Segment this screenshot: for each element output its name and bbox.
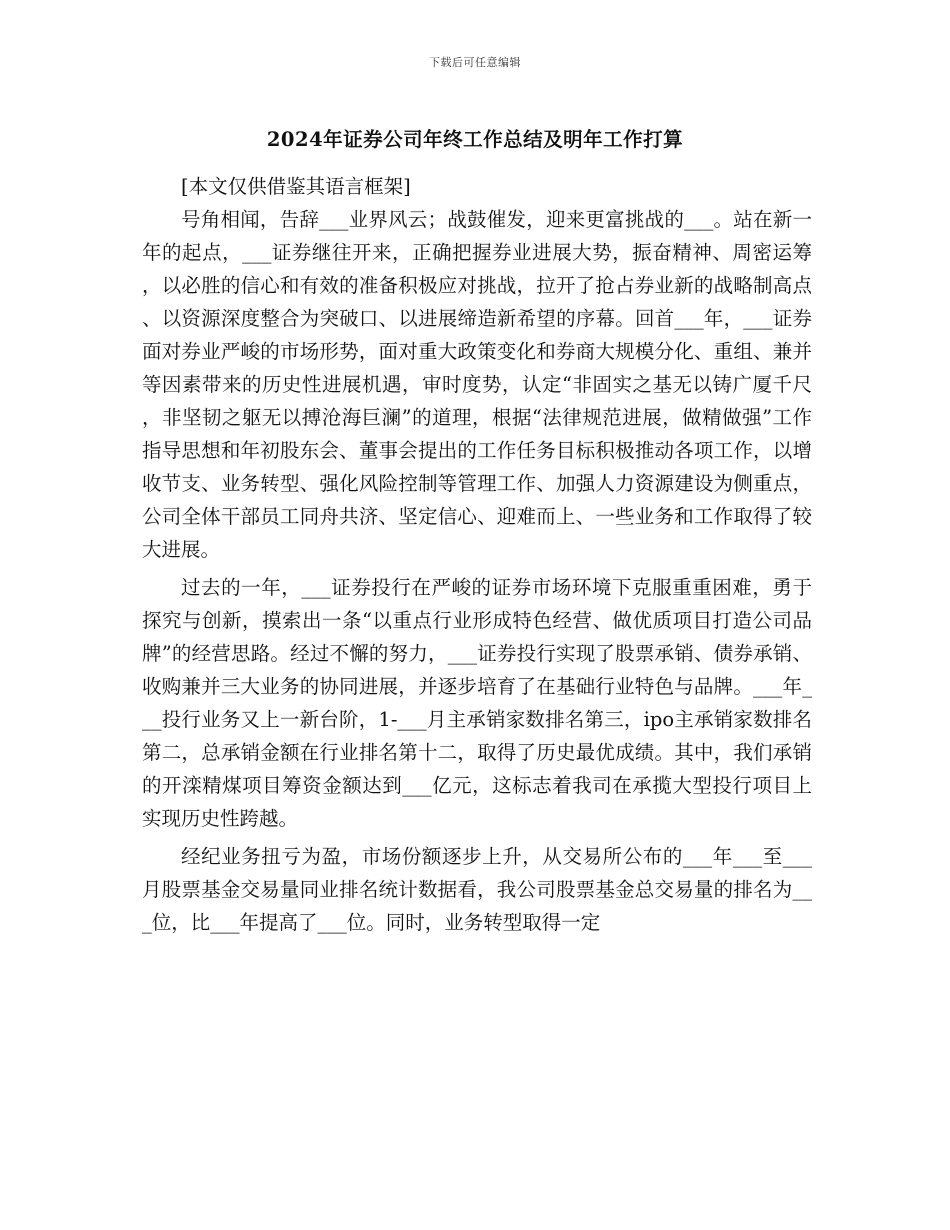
- document-body: [142, 170, 812, 944]
- paragraph-intro: 号角相闻，告辞___业界风云；战鼓催发，迎来更富挑战的___。站在新一年的起点，___证券继往开来，正确把握券业进展大势，振奋精神、周密运筹，以必胜的信心和有效的准备积极应对挑战，拉开了抢占券业新的战略制高点、以资源深度整合为突破口、以进展缔造新希望的序幕。回首___年，___证券面对券业严峻的市场形势，面对重大政策变化和券商大规模分化、重组、兼并等因素带来的历史性进展机遇，审时度势，认定“非固实之基无以铸广厦千尺，非坚韧之躯无以搏沧海巨澜”的道理，根据“法律规范进展，做精做强”工作指导思想和年初股东会、董事会提出的工作任务目标积极推动各项工作，以增收节支、业务转型、强化风险控制等管理工作、加强人力资源建设为侧重点，公司全体干部员工同舟共济、坚定信心、迎难而上、一些业务和工作取得了较大进展。: [142, 208, 812, 561]
- document-title: 2024年证券公司年终工作总结及明年工作打算: [266, 128, 684, 151]
- paragraph-investment-banking: 过去的一年，___证券投行在严峻的证券市场环境下克服重重困难，勇于探究与创新，摸索出一条“以重点行业形成特色经营、做优质项目打造公司品牌”的经营思路。经过不懈的努力，___证券投行实现了股票承销、债券承销、收购兼并三大业务的协同进展，并逐步培育了在基础行业特色与品牌。___年___投行业务又上一新台阶，1-___月主承销家数排名第三，ipo主承销家数排名第二，总承销金额在行业排名第十二，取得了历史最优成绩。其中，我们承销的开滦精煤项目筹资金额达到___亿元，这标志着我司在承揽大型投行项目上实现历史性跨越。: [142, 576, 812, 830]
- reference-note: [本文仅供借鉴其语言框架]: [181, 175, 411, 198]
- paragraph-brokerage: 经纪业务扭亏为盈，市场份额逐步上升，从交易所公布的___年___至___月股票基金交易量同业排名统计数据看，我公司股票基金总交易量的排名为___位，比___年提高了___位。同时，业务转型取得一定: [142, 845, 812, 934]
- header-note: 下载后可任意编辑: [429, 56, 521, 69]
